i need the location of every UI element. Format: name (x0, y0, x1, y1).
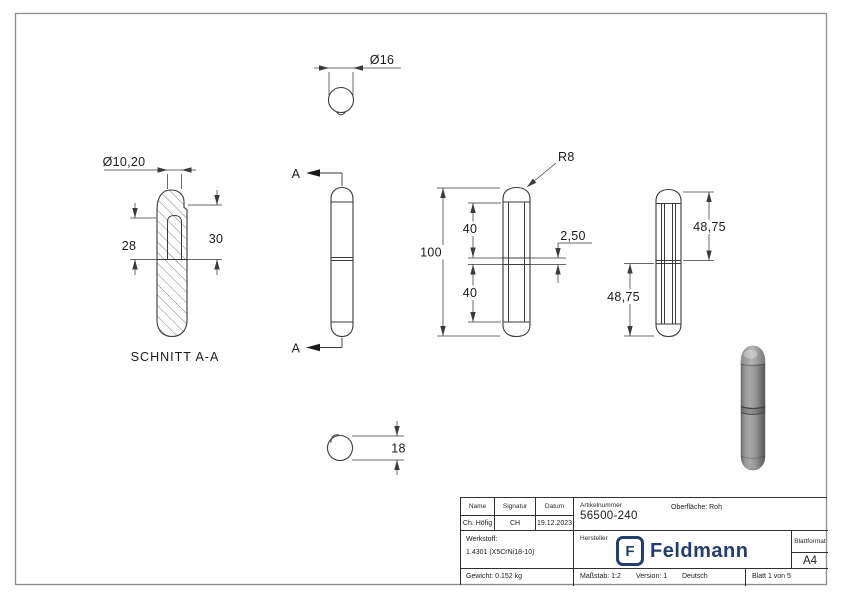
front-view-edges (331, 202, 353, 322)
dim-bottom-height: 18 (391, 441, 406, 456)
top-view-dim-lines (314, 68, 401, 95)
dim-bore-depth-right: 30 (208, 232, 224, 246)
cut-label-top: A (291, 167, 301, 181)
feldmann-logo (616, 536, 776, 566)
dim-side-upper: 48,75 (693, 220, 726, 234)
werkstoff-label: Werkstoff: (466, 536, 498, 543)
front-view (292, 167, 353, 356)
dim-upper-half: 40 (462, 222, 478, 236)
artikelnummer-cell (574, 498, 828, 531)
blattformat-value: A4 (791, 553, 828, 569)
dim-bore-depth-left: 28 (121, 239, 137, 253)
main-view-outline (503, 188, 530, 337)
signatur-header: Signatur (495, 498, 536, 516)
werkstoff-cell (461, 531, 574, 569)
oberflaeche-text: Oberfläche: Roh (671, 504, 722, 511)
dim-tip-radius: R8 (558, 150, 575, 164)
name-header: Name (461, 498, 495, 516)
main-view-dim-arrows (440, 179, 560, 336)
sprache-text: Deutsch (682, 573, 708, 580)
gewicht-cell (461, 569, 574, 586)
front-view-outline (331, 188, 353, 337)
blatt-text: Blatt 1 von 5 (752, 573, 791, 580)
feldmann-logo-mark: F (616, 536, 644, 566)
dim-overall-height: 100 (420, 245, 442, 260)
pin-highlight (744, 350, 758, 359)
dim-gap: 2,50 (560, 229, 586, 243)
main-dim-view (418, 150, 593, 337)
artikelnummer-label: Artikelnummer (580, 502, 622, 509)
datum-value: 19.12.2023 (536, 516, 574, 531)
side-view (606, 190, 727, 337)
hersteller-cell (574, 531, 791, 569)
section-label: SCHNITT A-A (130, 350, 220, 364)
main-view-edges (503, 202, 530, 322)
version-text: Version: 1 (636, 573, 668, 580)
top-view-circle (329, 88, 354, 113)
dim-lower-half: 40 (462, 286, 478, 300)
dim-top-diameter: Ø16 (369, 53, 395, 67)
main-view-dim-lines (437, 163, 592, 336)
blattformat-label: Blattformat (791, 531, 828, 553)
cut-arrows (306, 169, 320, 351)
werkstoff-value: 1.4301 (X5CrNi18-10) (466, 549, 535, 556)
section-view (103, 155, 224, 364)
bottom-view (328, 421, 406, 475)
massstab-text: Maßstab: 1:2 (580, 573, 621, 580)
section-outline (157, 190, 187, 337)
blatt-cell (746, 569, 828, 586)
datum-header: Datum (536, 498, 574, 516)
gewicht-text: Gewicht: 0.152 kg (466, 573, 523, 580)
artikelnummer-value: 56500-240 (580, 510, 638, 522)
side-view-edges (656, 204, 681, 325)
name-value: Ch. Höfig (461, 516, 495, 531)
dim-side-lower: 48,75 (607, 290, 640, 304)
cut-label-bottom: A (291, 341, 301, 356)
signatur-value: CH (495, 516, 536, 531)
dim-bore-diameter: Ø10,20 (102, 155, 146, 169)
top-view (314, 53, 401, 115)
hersteller-label: Hersteller (580, 535, 608, 542)
title-block (460, 497, 827, 585)
pin-3d-render (741, 346, 765, 470)
scale-cell (574, 569, 746, 586)
feldmann-logo-text: Feldmann (650, 539, 749, 562)
